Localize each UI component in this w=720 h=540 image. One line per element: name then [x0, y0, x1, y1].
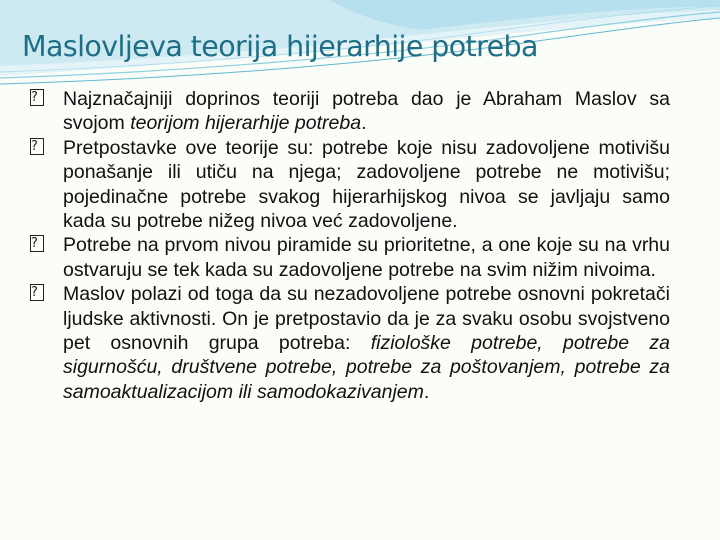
bullet-text: Najznačajniji doprinos teoriji potreba dao je Abraham Maslov sa svojom [63, 88, 670, 135]
bullet-list [30, 87, 670, 404]
slide-title: Maslovljeva teorija hijerarhije potreba [22, 30, 538, 63]
bullet-text: Potrebe na prvom nivou piramide su prioritetne, a one koje su na vrhu ostvaruju se tek kada su zadovoljene potrebe na svim nižim nivoima. [63, 234, 670, 281]
bullet-text: . [423, 380, 430, 403]
bullet-text-italic: fiziološke potrebe, potrebe za sigurnošću, društvene potrebe, potrebe za poštovanjem, potrebe za samoaktualizacijom ili samodokazivanjem [63, 332, 670, 403]
missing-glyph-icon: ? [30, 138, 44, 155]
bullet-item [30, 233, 670, 282]
bullet-text: Maslov polazi od toga da su nezadovoljene potrebe osnovni pokretači ljudske aktivnosti. On je pretpostavio da je za svaku osobu svojstveno pet osnovnih grupa potreba: [63, 283, 670, 355]
bullet-text: Pretpostavke ove teorije su: potrebe koje nisu zadovoljene motivišu ponašanje ili utiču na njega; zadovoljene potrebe ne motivišu; pojedinačne potrebe svakog hijerarhijskog nivoa se javljaju samo kada su potrebe nižeg nivoa već zadovoljene. [63, 136, 670, 233]
missing-glyph-icon: ? [30, 89, 44, 106]
bullet-item [30, 282, 670, 404]
missing-glyph-icon: ? [30, 235, 44, 252]
bullet-item [30, 136, 670, 234]
missing-glyph-icon: ? [30, 284, 44, 301]
bullet-text: . [361, 112, 367, 135]
bullet-item [30, 87, 670, 136]
bullet-text-italic: teorijom hijerarhije potreba [130, 112, 362, 135]
